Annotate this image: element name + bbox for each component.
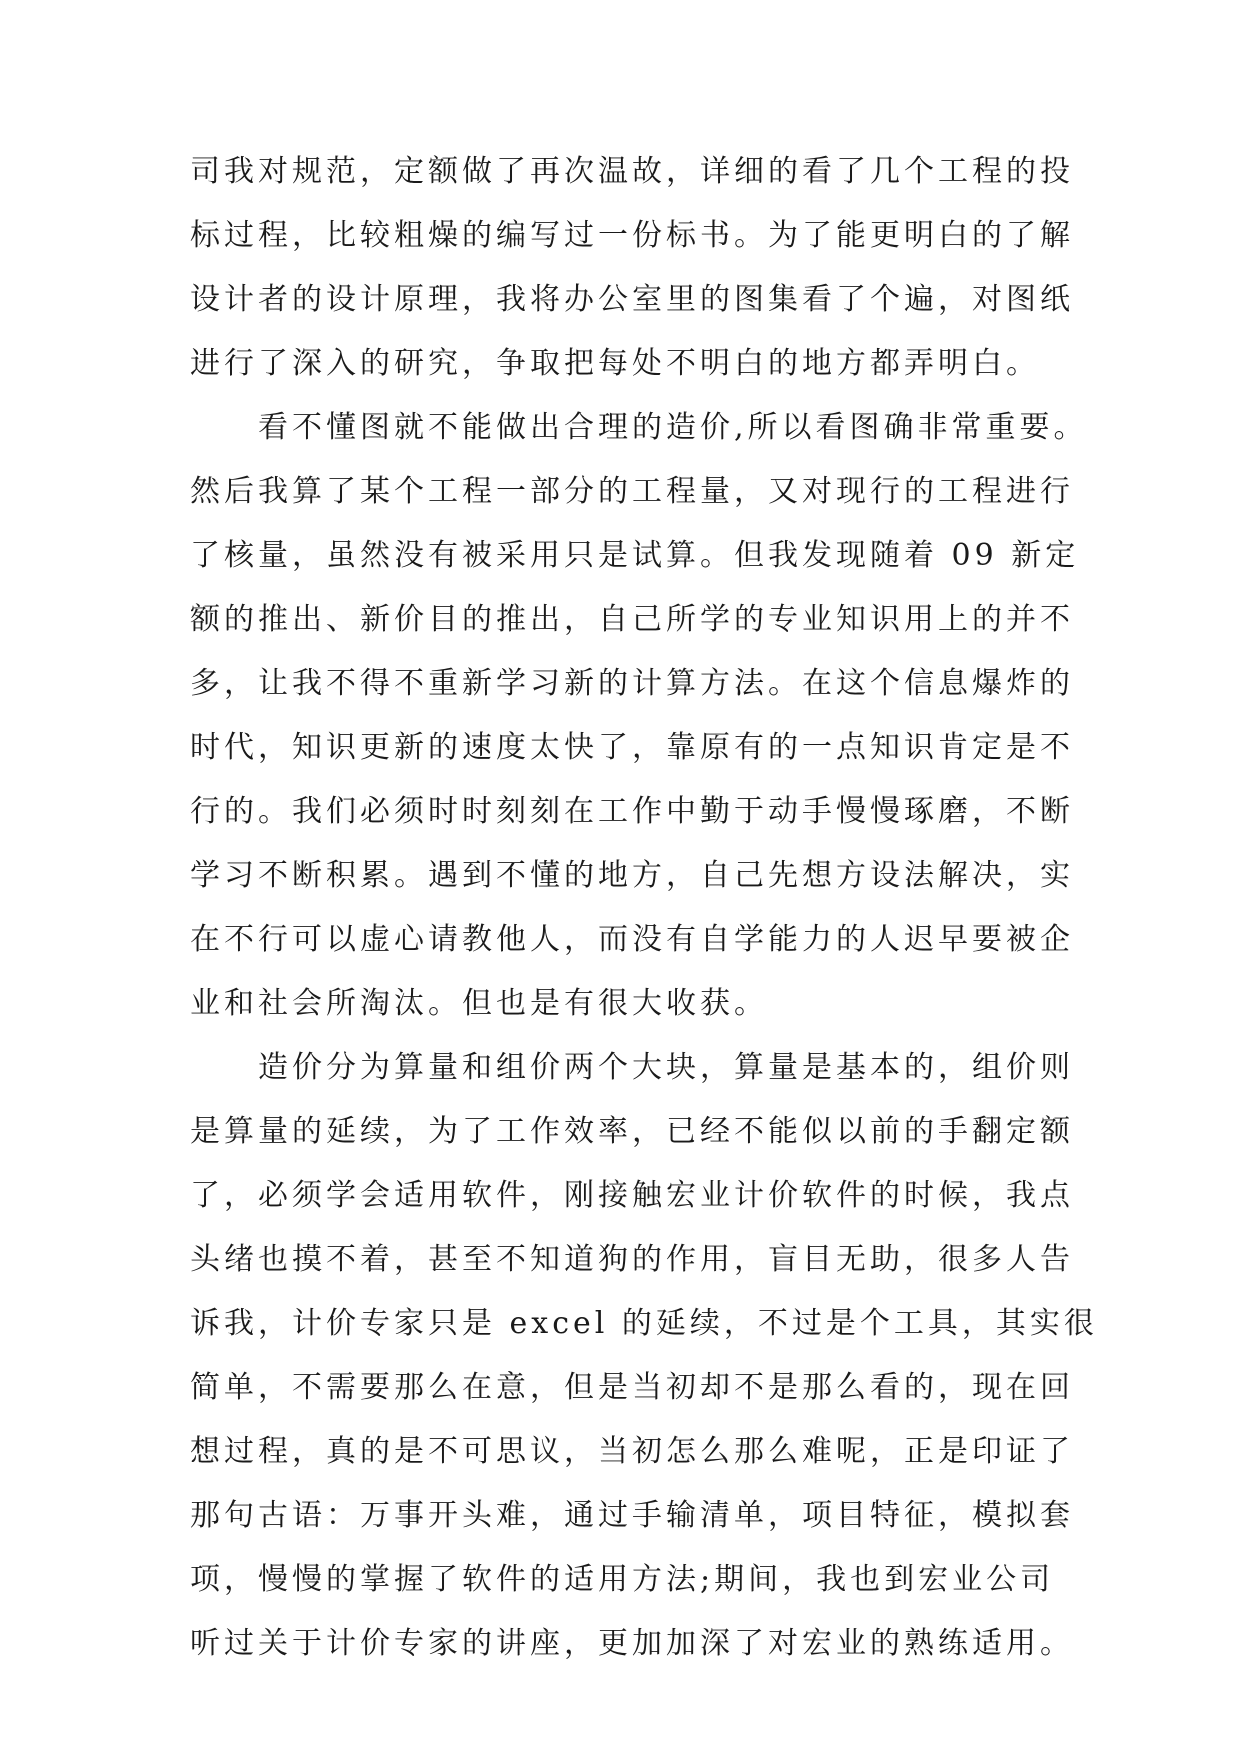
text-line: 学习不断积累。遇到不懂的地方，自己先想方设法解决，实 bbox=[190, 858, 1074, 893]
paragraph-start-line: 看不懂图就不能做出合理的造价,所以看图确非常重要。 bbox=[258, 410, 1088, 445]
text-line: 是算量的延续，为了工作效率，已经不能似以前的手翻定额 bbox=[190, 1114, 1074, 1149]
text-line: 简单，不需要那么在意，但是当初却不是那么看的，现在回 bbox=[190, 1370, 1074, 1405]
text-line: 行的。我们必须时时刻刻在工作中勤于动手慢慢琢磨，不断 bbox=[190, 794, 1074, 829]
text-line: 在不行可以虚心请教他人，而没有自学能力的人迟早要被企 bbox=[190, 922, 1074, 957]
text-line: 设计者的设计原理，我将办公室里的图集看了个遍，对图纸 bbox=[190, 282, 1074, 317]
text-line: 头绪也摸不着，甚至不知道狗的作用，盲目无助，很多人告 bbox=[190, 1242, 1074, 1277]
text-line: 司我对规范，定额做了再次温故，详细的看了几个工程的投 bbox=[190, 154, 1074, 189]
text-line: 那句古语：万事开头难，通过手输清单，项目特征，模拟套 bbox=[190, 1498, 1074, 1533]
text-line: 项，慢慢的掌握了软件的适用方法;期间，我也到宏业公司 bbox=[190, 1562, 1055, 1597]
text-line: 想过程，真的是不可思议，当初怎么那么难呢，正是印证了 bbox=[190, 1434, 1074, 1469]
text-line: 时代，知识更新的速度太快了，靠原有的一点知识肯定是不 bbox=[190, 730, 1074, 765]
text-line: 多，让我不得不重新学习新的计算方法。在这个信息爆炸的 bbox=[190, 666, 1074, 701]
paragraph-start-line: 造价分为算量和组价两个大块，算量是基本的，组价则 bbox=[258, 1050, 1074, 1085]
text-line: 标过程，比较粗燥的编写过一份标书。为了能更明白的了解 bbox=[190, 218, 1074, 253]
text-line: 听过关于计价专家的讲座，更加加深了对宏业的熟练适用。 bbox=[190, 1626, 1074, 1661]
text-line: 然后我算了某个工程一部分的工程量，又对现行的工程进行 bbox=[190, 474, 1074, 509]
text-line: 进行了深入的研究，争取把每处不明白的地方都弄明白。 bbox=[190, 346, 1040, 381]
document-body bbox=[190, 140, 1098, 1676]
text-line: 诉我，计价专家只是 excel 的延续，不过是个工具，其实很 bbox=[190, 1306, 1098, 1341]
text-line: 了核量，虽然没有被采用只是试算。但我发现随着 09 新定 bbox=[190, 538, 1080, 573]
text-line: 了，必须学会适用软件，刚接触宏业计价软件的时候，我点 bbox=[190, 1178, 1074, 1213]
text-line: 额的推出、新价目的推出，自己所学的专业知识用上的并不 bbox=[190, 602, 1074, 637]
text-line: 业和社会所淘汰。但也是有很大收获。 bbox=[190, 986, 768, 1021]
